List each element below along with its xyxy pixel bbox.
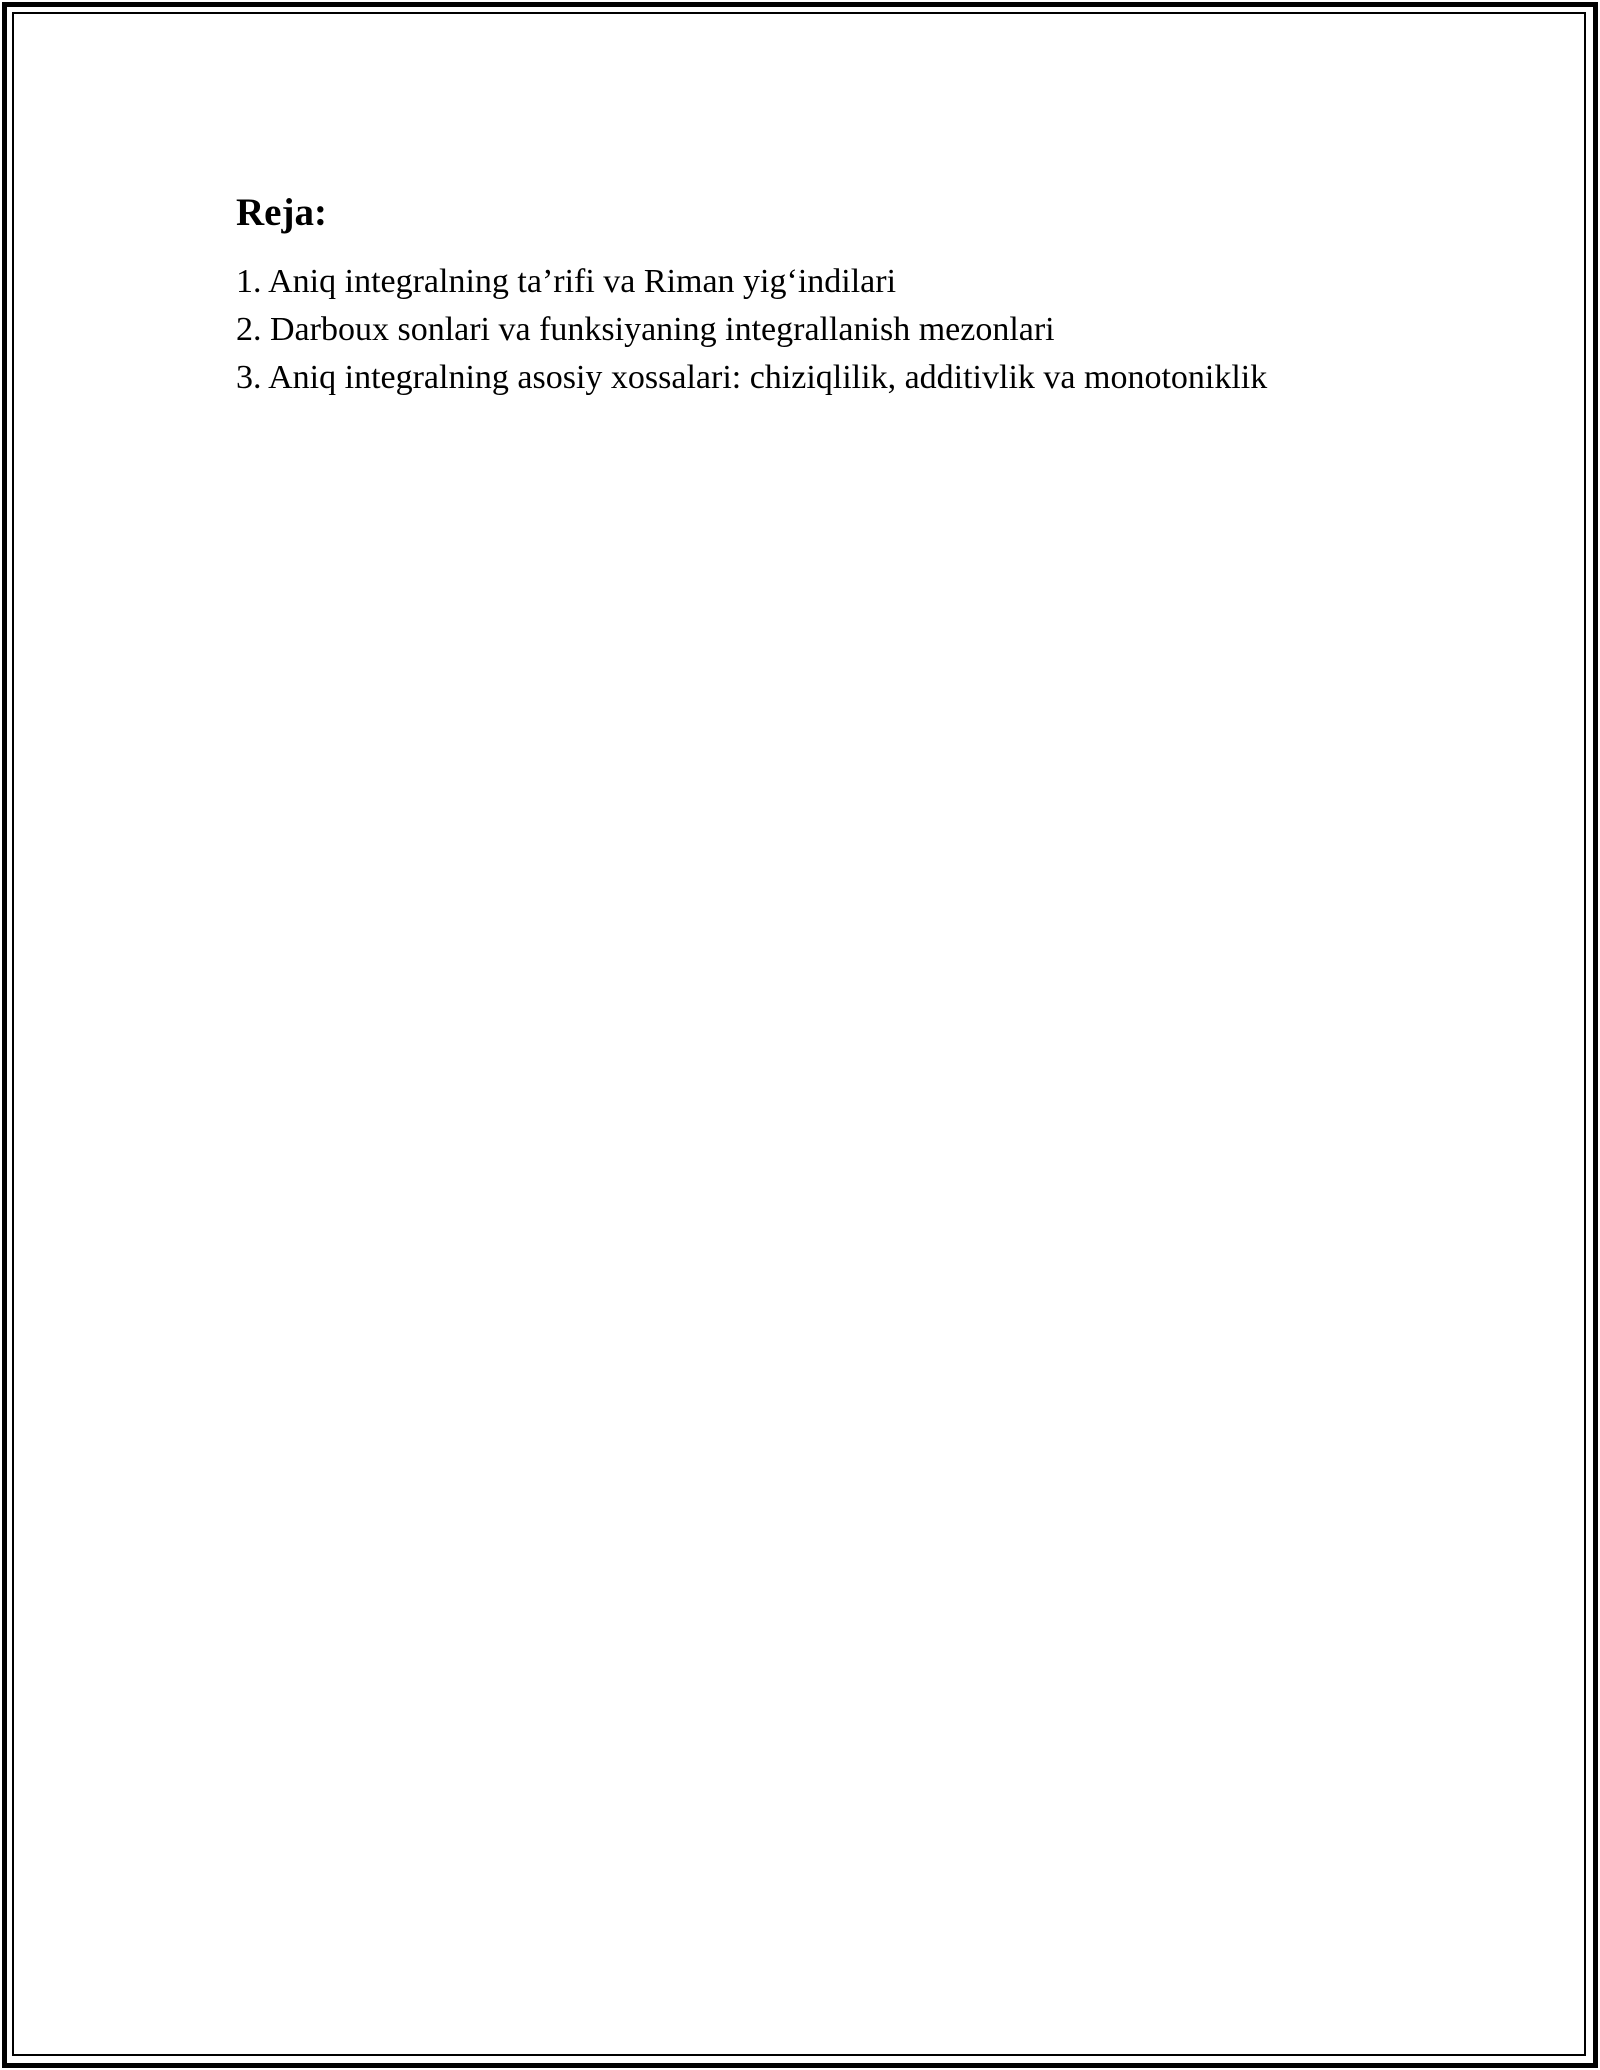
- plan-item-2: 2. Darboux sonlari va funksiyaning integrallanish mezonlari: [236, 311, 1055, 348]
- plan-list: [236, 258, 1436, 402]
- plan-item-1: 1. Aniq integralning ta’rifi va Riman yig‘indilari: [236, 263, 897, 300]
- plan-item-3: 3. Aniq integralning asosiy xossalari: chiziqlilik, additivlik va monotoniklik: [236, 359, 1268, 396]
- plan-heading: Reja:: [236, 191, 327, 234]
- page-content: [236, 188, 1436, 402]
